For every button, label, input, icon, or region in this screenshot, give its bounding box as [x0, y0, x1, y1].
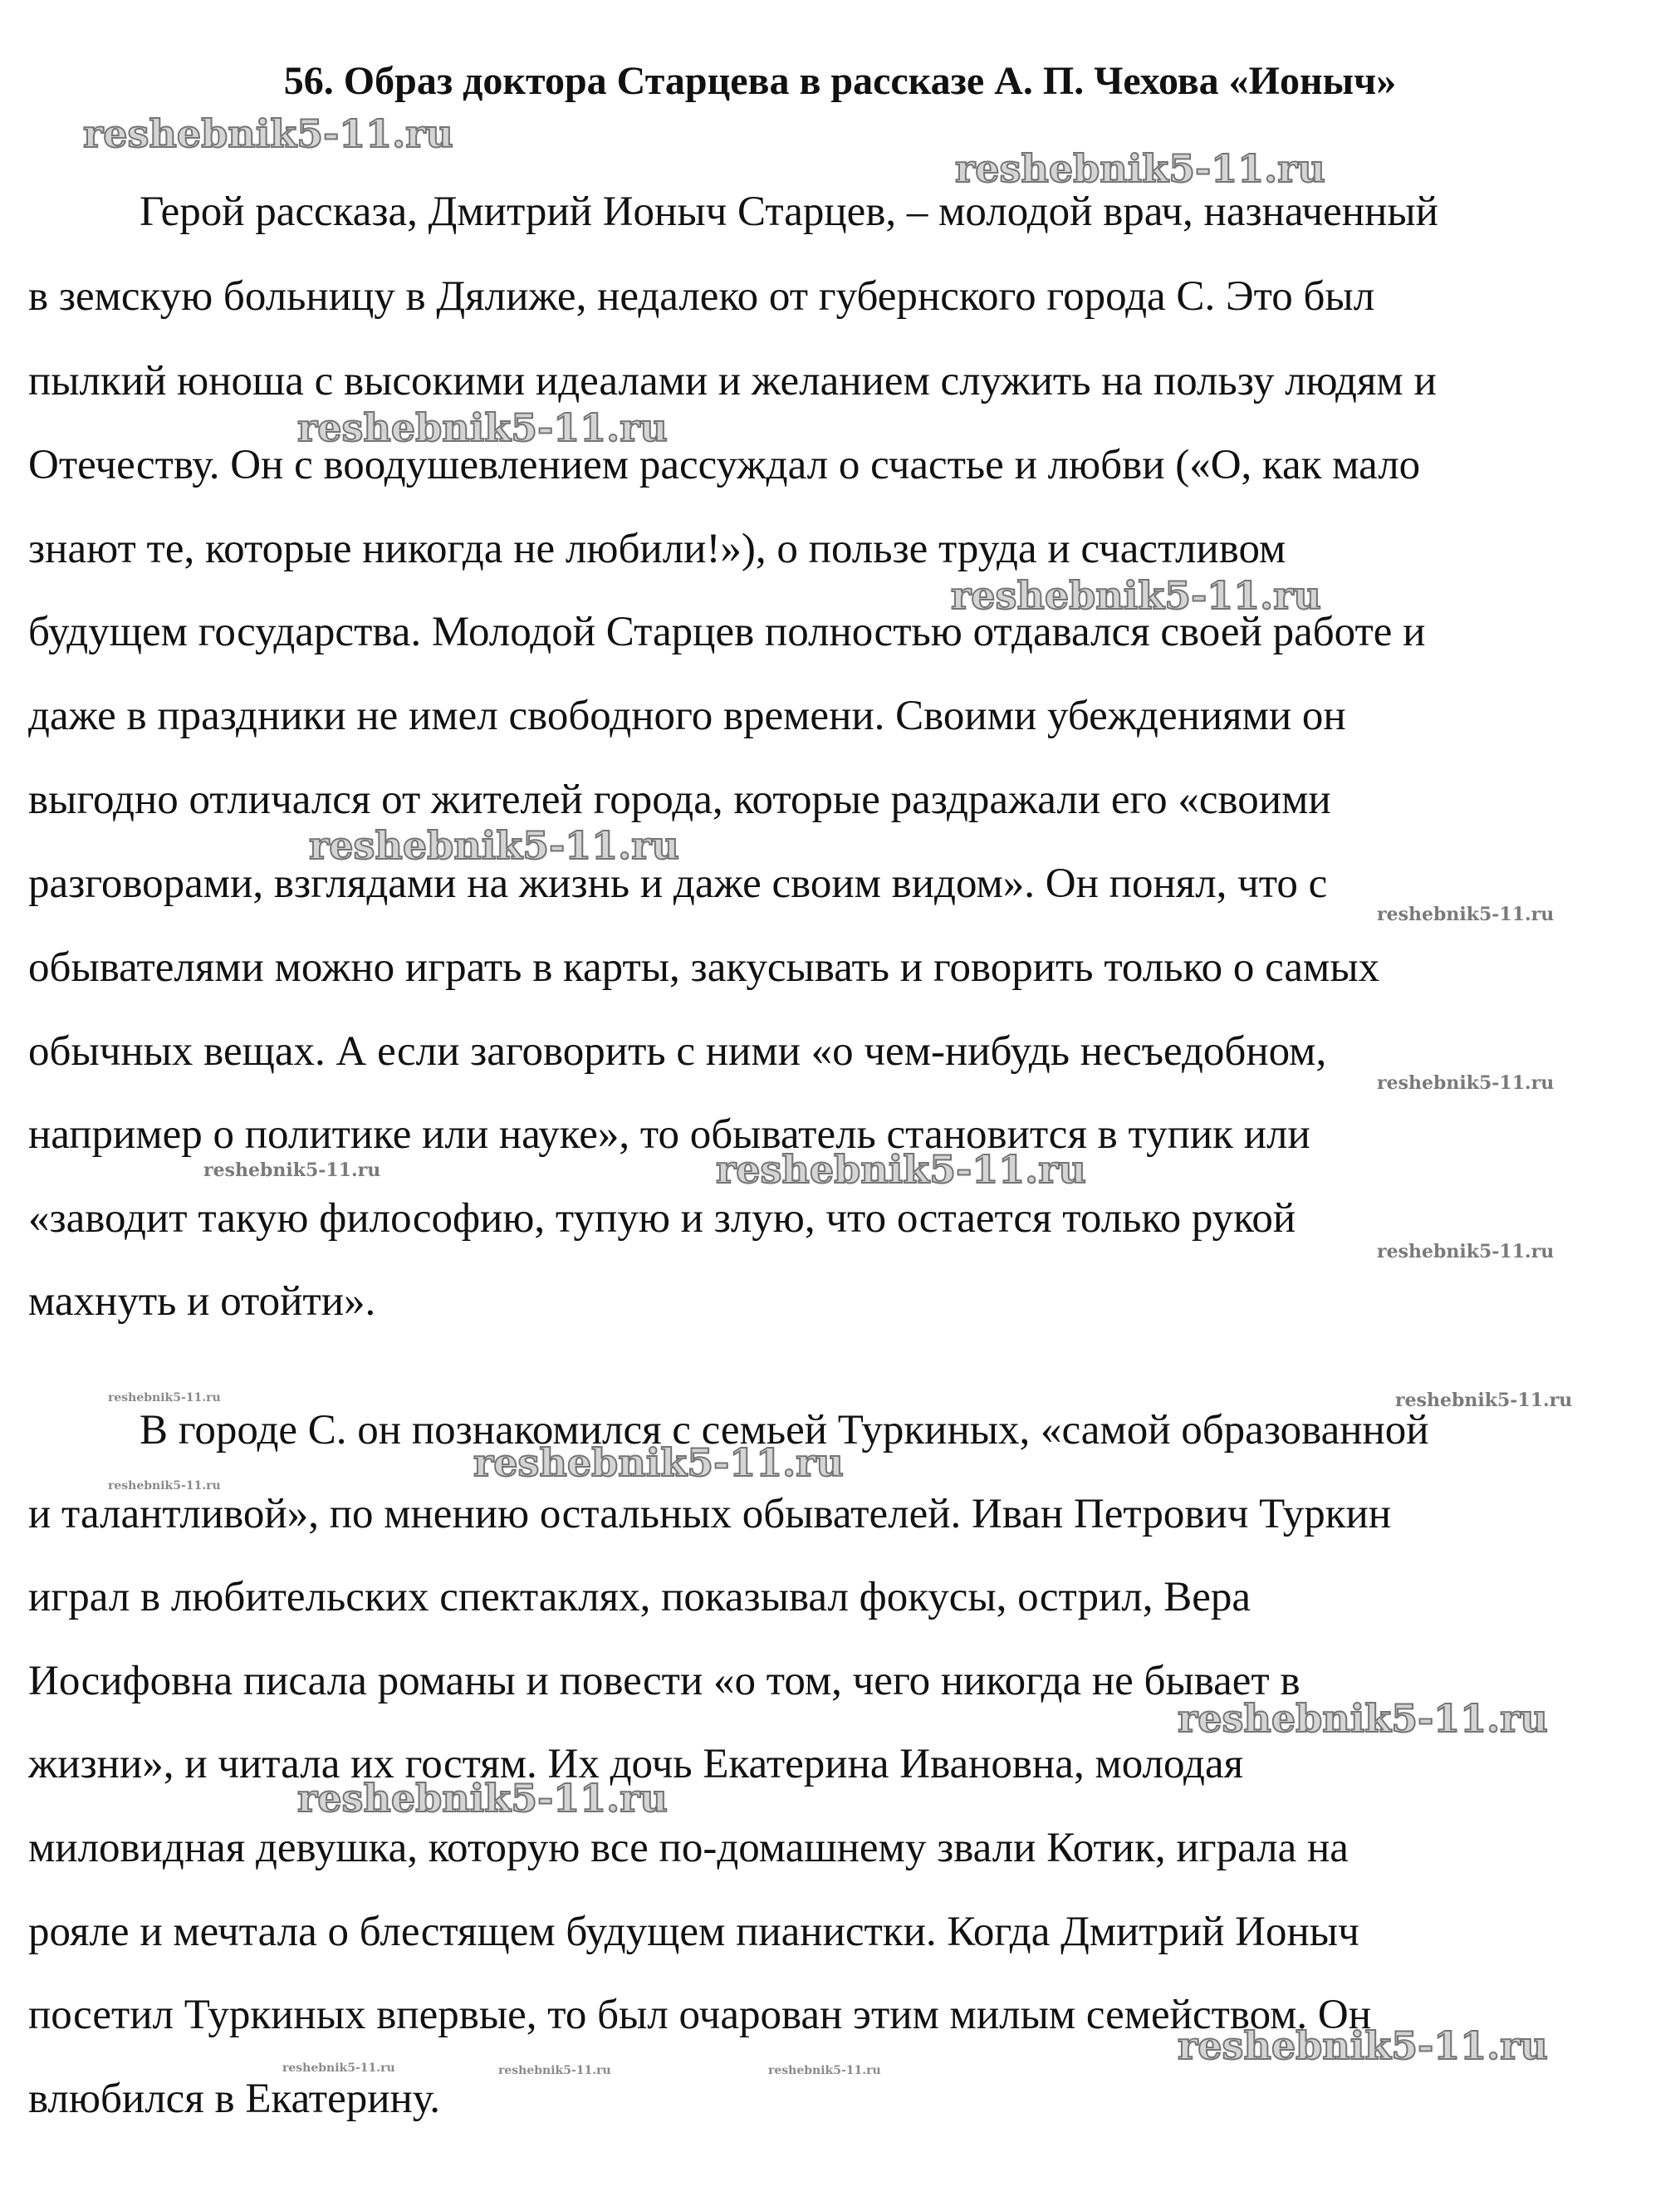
watermark: reshebnik5-11.ru: [108, 1391, 221, 1404]
text-line: рояле и мечтала о блестящем будущем пианистки. Когда Дмитрий Ионыч: [28, 1909, 1359, 1955]
watermark: reshebnik5-11.ru: [309, 823, 679, 868]
text-line: махнуть и отойти».: [28, 1278, 376, 1325]
watermark: reshebnik5-11.ru: [203, 1159, 381, 1181]
text-line: например о политике или науке», то обыватель становится в тупик или: [28, 1111, 1310, 1158]
text-line: посетил Туркиных впервые, то был очарован этим милым семейством. Он: [28, 1992, 1372, 2038]
watermark: reshebnik5-11.ru: [768, 2064, 881, 2077]
text-line: и талантливой», по мнению остальных обывателей. Иван Петрович Туркин: [28, 1491, 1392, 1537]
watermark: reshebnik5-11.ru: [498, 2064, 611, 2077]
text-line: пылкий юноша с высокими идеалами и желанием служить на пользу людям и: [28, 358, 1437, 404]
watermark: reshebnik5-11.ru: [1377, 1072, 1555, 1094]
text-line: знают те, которые никогда не любили!»), о пользе труда и счастливом: [28, 526, 1286, 572]
text-line: разговорами, взглядами на жизнь и даже своим видом». Он понял, что с: [28, 860, 1328, 907]
text-line: выгодно отличался от жителей города, которые раздражали его «своими: [28, 777, 1331, 823]
text-line: обывателями можно играть в карты, закусывать и говорить только о самых: [28, 944, 1380, 991]
watermark: reshebnik5-11.ru: [297, 405, 668, 450]
watermark: reshebnik5-11.ru: [83, 111, 453, 156]
watermark: reshebnik5-11.ru: [1377, 904, 1555, 925]
text-line: Отечеству. Он с воодушевлением рассуждал о счастье и любви («О, как мало: [28, 442, 1421, 488]
text-line: будущем государства. Молодой Старцев полностью отдавался своей работе и: [28, 609, 1426, 655]
watermark: reshebnik5-11.ru: [1395, 1390, 1573, 1411]
watermark: reshebnik5-11.ru: [1178, 1696, 1548, 1741]
watermark: reshebnik5-11.ru: [282, 2061, 395, 2075]
text-line: жизни», и читала их гостям. Их дочь Екатерина Ивановна, молодая: [28, 1741, 1244, 1787]
watermark: reshebnik5-11.ru: [716, 1147, 1086, 1192]
watermark: reshebnik5-11.ru: [473, 1440, 844, 1485]
text-line: влюбился в Екатерину.: [28, 2076, 440, 2122]
text-line: даже в праздники не имел свободного времени. Своими убеждениями он: [28, 693, 1346, 739]
watermark: reshebnik5-11.ru: [1377, 1241, 1555, 1262]
watermark: reshebnik5-11.ru: [951, 573, 1321, 618]
watermark: reshebnik5-11.ru: [297, 1776, 668, 1821]
text-line: обычных вещах. А если заговорить с ними «о чем-нибудь несъедобном,: [28, 1028, 1327, 1075]
text-line: миловидная девушка, которую все по-домашнему звали Котик, играла на: [28, 1825, 1349, 1871]
text-line: Иосифовна писала романы и повести «о том, чего никогда не бывает в: [28, 1658, 1300, 1704]
watermark: reshebnik5-11.ru: [1178, 2023, 1548, 2068]
text-line: в земскую больницу в Дялиже, недалеко от губернского города С. Это был: [28, 273, 1375, 320]
watermark: reshebnik5-11.ru: [108, 1479, 221, 1493]
text-line: В городе С. он познакомился с семьей Туркиных, «самой образованной: [140, 1407, 1429, 1454]
text-line: играл в любительских спектаклях, показывал фокусы, острил, Вера: [28, 1574, 1251, 1620]
watermark: reshebnik5-11.ru: [955, 146, 1325, 191]
text-line: «заводит такую философию, тупую и злую, что остается только рукой: [28, 1195, 1296, 1242]
document-title: 56. Образ доктора Старцева в рассказе А. П. Чехова «Ионыч»: [283, 59, 1397, 103]
text-line: Герой рассказа, Дмитрий Ионыч Старцев, – молодой врач, назначенный: [140, 189, 1438, 235]
